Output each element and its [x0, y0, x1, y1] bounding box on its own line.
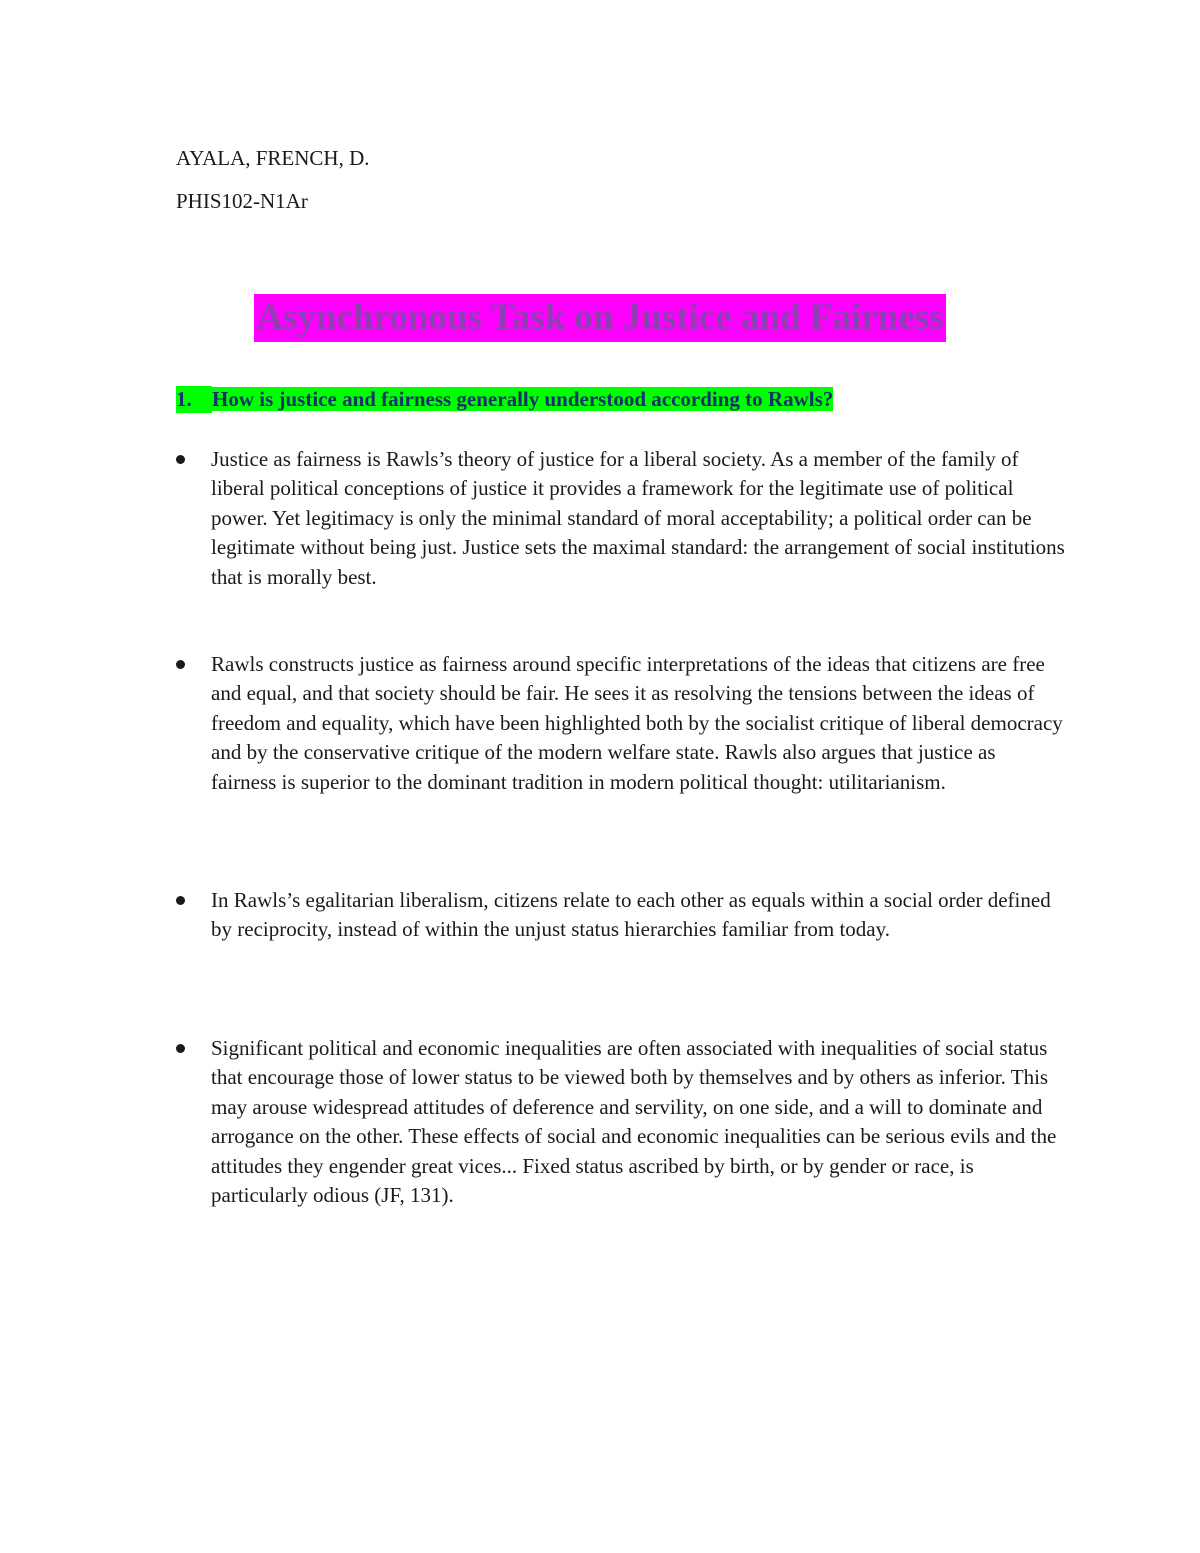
question-number: 1. [176, 386, 212, 413]
course-code: PHIS102-N1Ar [176, 189, 308, 213]
list-item-text: Significant political and economic inequalities are often associated with inequalities of social status that encourage those of lower status to be viewed both by themselves and by others as inferior. This may arouse widespread attitudes of deference and servility, on one side, and a will to dominate and arrogance on the other. These effects of social and economic inequalities can be serious evils and the attitudes they engender great vices... Fixed status ascribed by birth, or by gender or race, is particularly odious (JF, 131). [211, 1036, 1057, 1208]
bullet-icon [176, 455, 185, 464]
list-item-text: Justice as fairness is Rawls’s theory of justice for a liberal society. As a member of the family of liberal political conceptions of justice it provides a framework for the legitimate use of political power. Yet legitimacy is only the minimal standard of moral acceptability; a political order can be legitimate without being just. Justice sets the maximal standard: the arrangement of social institutions that is morally best. [211, 447, 1065, 589]
bullet-icon [176, 896, 185, 905]
bullet-icon [176, 660, 185, 669]
bullet-icon [176, 1044, 185, 1053]
title-container [0, 294, 1200, 342]
list-item-text: Rawls constructs justice as fairness around specific interpretations of the ideas that citizens are free and equal, and that society should be fair. He sees it as resolving the tensions between the ideas of freedom and equality, which have been highlighted both by the socialist critique of liberal democracy and by the conservative critique of the modern welfare state. Rawls also argues that justice as fairness is superior to the dominant tradition in modern political thought: utilitarianism. [211, 652, 1063, 794]
question-text: How is justice and fairness generally understood according to Rawls? [212, 387, 834, 411]
author-name: AYALA, FRENCH, D. [176, 146, 370, 170]
document-title: Asynchronous Task on Justice and Fairness [254, 294, 945, 342]
question-heading [176, 386, 833, 413]
list-item-text: In Rawls’s egalitarian liberalism, citizens relate to each other as equals within a social order defined by reciprocity, instead of within the unjust status hierarchies familiar from today. [211, 888, 1051, 942]
